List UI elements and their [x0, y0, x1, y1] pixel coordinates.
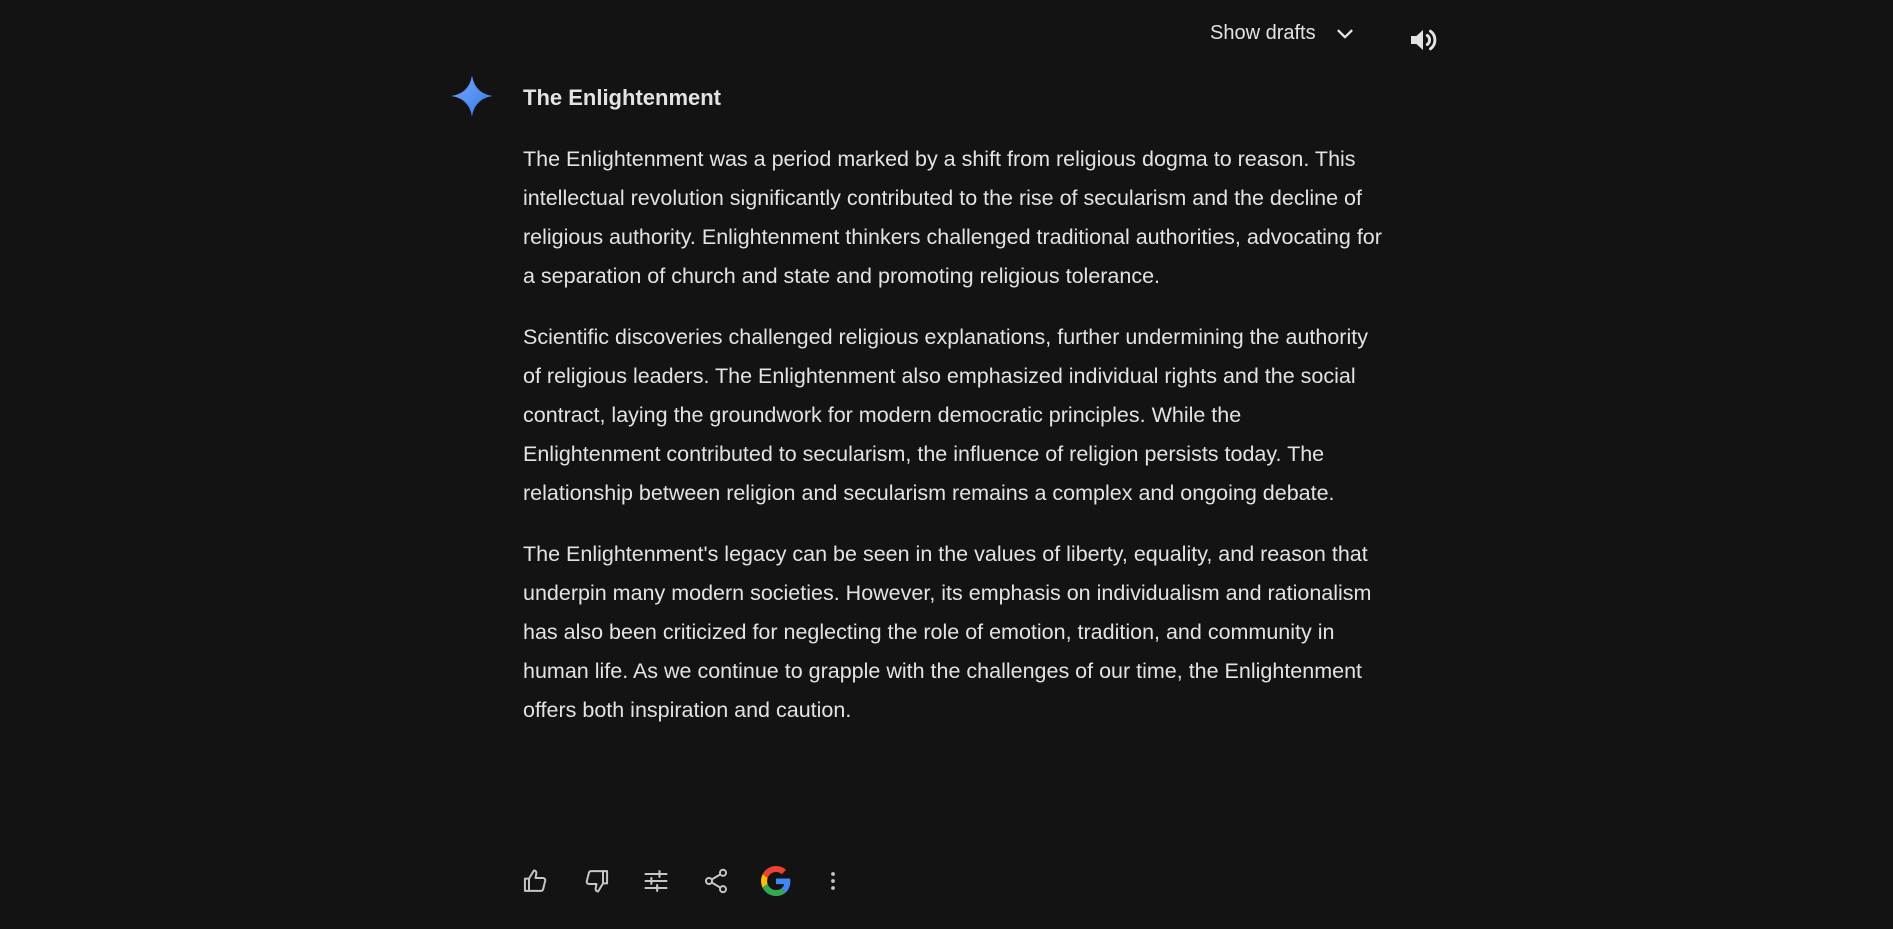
response-title: The Enlightenment: [523, 85, 721, 110]
response-body: [523, 140, 1383, 752]
gemini-sparkle-icon: [450, 74, 494, 118]
speaker-icon[interactable]: [1407, 24, 1439, 56]
response-paragraph: The Enlightenment's legacy can be seen in the values of liberty, equality, and reason that underpin many modern societies. However, its emphasis on individualism and rationalism has also been criticized for neglecting the role of emotion, tradition, and community in human life. As we continue to grapple with the challenges of our time, the Enlightenment offers both inspiration and caution.: [523, 542, 1372, 722]
chevron-down-icon: [1334, 23, 1356, 45]
thumbs-down-button[interactable]: [581, 866, 611, 896]
show-drafts-label: Show drafts: [1210, 22, 1316, 44]
response-paragraph: Scientific discoveries challenged religious explanations, further undermining the authority of religious leaders. The Enlightenment also emphasized individual rights and the social contract, laying the groundwork for modern democratic principles. While the Enlightenment contributed to secularism, the influence of religion persists today. The relationship between religion and secularism remains a complex and ongoing debate.: [523, 325, 1368, 505]
modify-response-button[interactable]: [641, 866, 671, 896]
share-icon: [702, 867, 730, 895]
show-drafts-button[interactable]: [1210, 22, 1356, 45]
thumbs-up-icon: [522, 867, 550, 895]
double-check-google-button[interactable]: [761, 866, 791, 896]
thumbs-down-icon: [582, 867, 610, 895]
thumbs-up-button[interactable]: [521, 866, 551, 896]
tune-icon: [642, 867, 670, 895]
google-icon: [761, 866, 791, 896]
more-options-button[interactable]: [821, 866, 845, 896]
response-action-bar: [521, 866, 845, 896]
response-paragraph: The Enlightenment was a period marked by a shift from religious dogma to reason. This intellectual revolution significantly contributed to the rise of secularism and the decline of religious authority. Enlightenment thinkers challenged traditional authorities, advocating for a separation of church and state and promoting religious tolerance.: [523, 147, 1382, 288]
share-button[interactable]: [701, 866, 731, 896]
more-vert-icon: [821, 867, 845, 895]
